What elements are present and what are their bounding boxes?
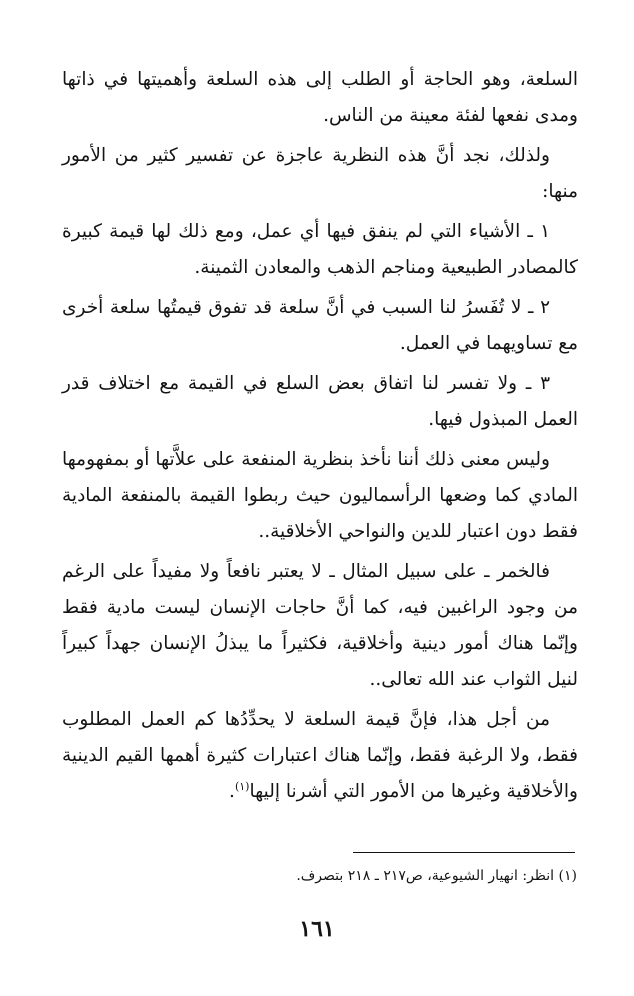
paragraph-continuation: السلعة، وهو الحاجة أو الطلب إلى هذه السلعة وأهميتها في ذاتها ومدى نفعها لفئة معينة من الناس. xyxy=(62,69,578,126)
paragraph-conclusion xyxy=(62,702,578,810)
paragraph-conclusion-text: من أجل هذا، فإنَّ قيمة السلعة لا يحدِّدُها كم العمل المطلوب فقط، ولا الرغبة فقط، وإنّما هناك اعتبارات كثيرة أهمها القيم الدينية والأخلاقية وغيرها من الأمور التي أشرنا إليها xyxy=(62,709,578,802)
page-body xyxy=(62,62,578,814)
footnote-separator xyxy=(353,852,575,853)
footnote: (١) انظر: انهيار الشيوعية، ص٢١٧ ـ ٢١٨ بتصرف. xyxy=(296,868,577,884)
list-item-2: ٢ ـ لا تُفَسرُ لنا السبب في أنَّ سلعة قد تفوق قيمتُها سلعة أخرى مع تساويهما في العمل. xyxy=(62,297,578,354)
list-item-3: ٣ ـ ولا تفسر لنا اتفاق بعض السلع في القيمة مع اختلاف قدر العمل المبذول فيها. xyxy=(62,373,578,430)
paragraph-wine-example: فالخمر ـ على سبيل المثال ـ لا يعتبر نافعاً ولا مفيداً على الرغم من وجود الراغبين فيه، كما أنَّ حاجات الإنسان ليست مادية فقط وإنّما هناك أمور دينية وأخلاقية، فكثيراً ما يبذلُ الإنسان جهداً كبيراً لنيل الثواب عند الله تعالى.. xyxy=(62,561,578,690)
paragraph-utility-theory: وليس معنى ذلك أننا نأخذ بنظرية المنفعة على علاَّتها أو بمفهومها المادي كما وضعها الرأسماليون حيث ربطوا القيمة بالمنفعة المادية فقط دون اعتبار للدين والنواحي الأخلاقية.. xyxy=(62,449,578,542)
sentence-period: . xyxy=(229,781,235,802)
page-number: ١٦١ xyxy=(299,916,335,942)
list-item-1: ١ ـ الأشياء التي لم ينفق فيها أي عمل، ومع ذلك لها قيمة كبيرة كالمصادر الطبيعية ومناجم الذهب والمعادن الثمينة. xyxy=(62,221,578,278)
footnote-reference: (١) xyxy=(234,779,250,793)
paragraph-intro-issues: ولذلك، نجد أنَّ هذه النظرية عاجزة عن تفسير كثير من الأمور منها: xyxy=(62,145,578,202)
